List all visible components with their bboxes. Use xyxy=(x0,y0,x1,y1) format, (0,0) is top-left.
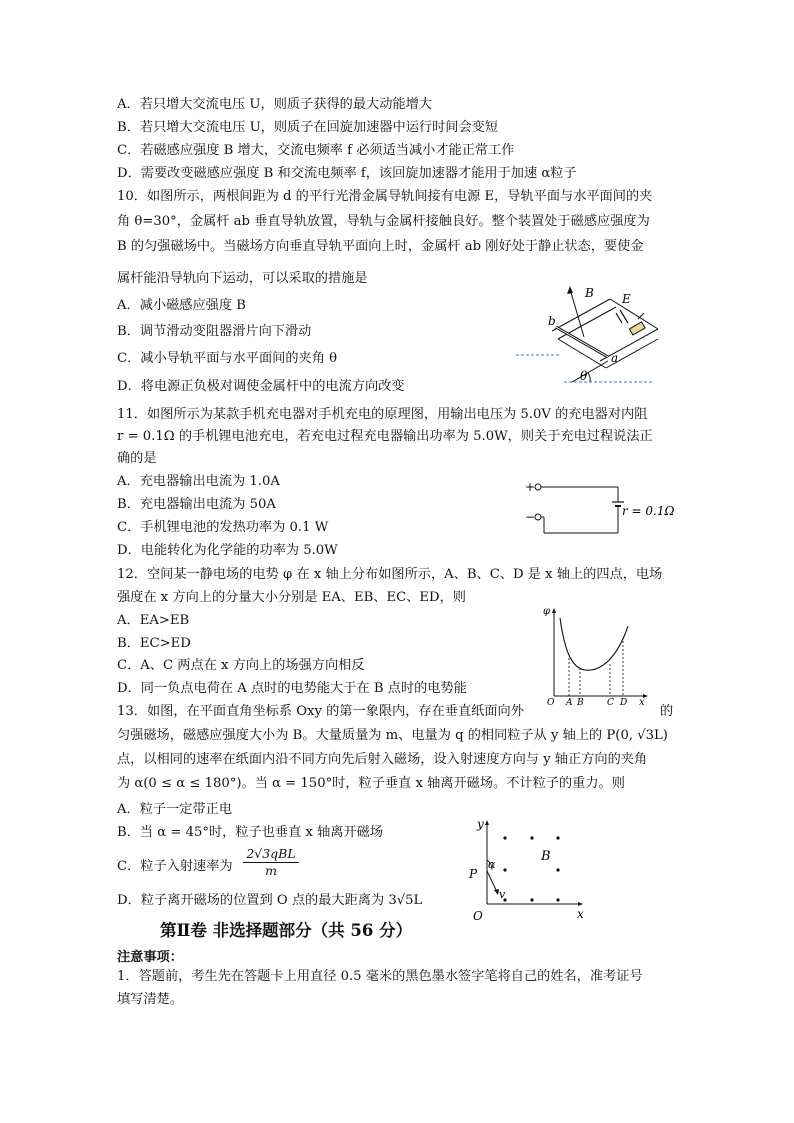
q13-option-d: D．粒子离开磁场的位置到 O 点的最大距离为 3√5L xyxy=(117,893,423,908)
q13-label-x: x xyxy=(577,907,584,921)
q13-fraction-numerator: 2√3qBL xyxy=(243,846,299,863)
q10-figure-rails xyxy=(512,285,662,385)
q13-option-b: B．当 α = 45°时，粒子也垂直 x 轴离开磁场 xyxy=(117,825,384,840)
q12-label-d: D xyxy=(620,698,628,708)
q13-stem-line: 点，以相同的速率在纸面内沿不同方向先后射入磁场，设入射速度方向与 y 轴正方向的夹角 xyxy=(117,752,648,767)
q13-label-b: B xyxy=(541,849,551,864)
q11-stem-line: 确的是 xyxy=(117,451,157,466)
q11-option-a: A．充电器输出电流为 1.0A xyxy=(117,474,280,489)
q9-option-a: A．若只增大交流电压 U，则质子获得的最大动能增大 xyxy=(117,97,432,112)
q10-option-a: A．减小磁感应强度 B xyxy=(117,298,246,313)
q11-option-c: C．手机锂电池的发热功率为 0.1 W xyxy=(117,520,329,535)
q11-option-d: D．电能转化为化学能的功率为 5.0W xyxy=(117,543,338,558)
q9-option-d: D．需要改变磁感应强度 B 和交流电频率 f，该回旋加速器才能用于加速 α粒子 xyxy=(117,166,577,181)
q11-option-b: B．充电器输出电流为 50A xyxy=(117,497,276,512)
q13-label-o: O xyxy=(473,909,483,923)
q13-option-c: C．粒子入射速率为 xyxy=(117,859,233,874)
q13-stem-line-tail: 的 xyxy=(660,704,674,719)
q13-label-p: P xyxy=(469,867,478,881)
q12-label-phi: φ xyxy=(543,606,551,617)
q13-label-alpha: α xyxy=(488,858,496,871)
q12-stem-line: 12．空间某一静电场的电势 φ 在 x 轴上分布如图所示，A、B、C、D 是 x 轴上的四点，电场 xyxy=(117,567,663,582)
notice-line: 1．答题前，考生先在答题卡上用直径 0.5 毫米的黑色墨水签字笔将自己的姓名，准考证号 xyxy=(117,969,643,984)
q10-option-c: C．减小导轨平面与水平面间的夹角 θ xyxy=(117,351,338,366)
q11-stem-line: r = 0.1Ω 的手机锂电池充电，若充电过程充电器输出功率为 5.0W，则关于充电过程说法正 xyxy=(117,429,653,444)
q12-label-a: A xyxy=(566,698,573,708)
q10-stem-line: 10．如图所示，两根间距为 d 的平行光滑金属导轨间接有电源 E，导轨平面与水平面间的夹 xyxy=(117,189,653,204)
q10-label-b-field: B xyxy=(585,286,594,300)
q12-option-c: C．A、C 两点在 x 方向上的场强方向相反 xyxy=(117,658,365,673)
q11-label-plus: + xyxy=(525,480,536,494)
q10-stem-line: 属杆能沿导轨向下运动，可以采取的措施是 xyxy=(117,271,368,286)
section-2-title: 第Ⅱ卷 非选择题部分（共 56 分） xyxy=(160,921,413,940)
q12-figure-potential xyxy=(540,606,650,706)
q10-option-d: D．将电源正负极对调使金属杆中的电流方向改变 xyxy=(117,379,405,394)
q10-label-e: E xyxy=(622,292,631,306)
q13-stem-line: 为 α(0 ≤ α ≤ 180°)。当 α = 150°时，粒子垂直 x 轴离开磁场。不计粒子的重力。则 xyxy=(117,776,625,791)
q13-stem-line: 匀强磁场，磁感应强度大小为 B。大量质量为 m、电量为 q 的相同粒子从 y 轴上的 P(0, √3L) xyxy=(117,728,668,743)
q9-option-c: C．若磁感应强度 B 增大，交流电频率 f 必须适当减小才能正常工作 xyxy=(117,143,515,158)
q12-stem-line: 强度在 x 方向上的分量大小分别是 EA、EB、EC、ED，则 xyxy=(117,590,466,605)
q11-label-minus: − xyxy=(525,510,536,524)
q10-stem-line: B 的匀强磁场中。当磁场方向垂直导轨平面向上时，金属杆 ab 刚好处于静止状态，要使金 xyxy=(117,239,644,254)
q13-option-c-fraction xyxy=(243,846,299,879)
q9-option-b: B．若只增大交流电压 U，则质子在回旋加速器中运行时间会变短 xyxy=(117,120,499,135)
q13-fraction-denominator: m xyxy=(265,863,277,878)
q10-label-a-end: a xyxy=(611,351,619,365)
q12-option-d: D．同一负点电荷在 A 点时的电势能大于在 B 点时的电势能 xyxy=(117,681,467,696)
notice-title: 注意事项： xyxy=(117,950,183,965)
notice-line: 填写清楚。 xyxy=(117,992,183,1007)
q11-stem-line: 11．如图所示为某款手机充电器对手机充电的原理图，用输出电压为 5.0V 的充电器对内阻 xyxy=(117,407,648,422)
q12-label-o: O xyxy=(547,698,555,708)
q12-label-b: B xyxy=(577,698,584,708)
q11-label-r: r = 0.1Ω xyxy=(622,504,675,518)
q13-option-a: A．粒子一定带正电 xyxy=(117,802,233,817)
q13-stem-line: 13．如图，在平面直角坐标系 Oxy 的第一象限内，存在垂直纸面向外 xyxy=(117,704,524,719)
q12-label-x: x xyxy=(639,697,645,708)
q10-label-theta: θ xyxy=(580,369,588,383)
q12-option-b: B．EC>ED xyxy=(117,636,191,651)
q12-option-a: A．EA>EB xyxy=(117,613,190,628)
q11-figure-circuit xyxy=(520,472,680,542)
q10-option-b: B．调节滑动变阻器滑片向下滑动 xyxy=(117,324,312,339)
q13-figure-field xyxy=(465,816,590,926)
q12-label-c: C xyxy=(607,698,614,708)
q13-label-y: y xyxy=(477,817,484,831)
q13-label-v: v xyxy=(499,888,506,901)
q10-label-b-end: b xyxy=(548,314,556,328)
q10-stem-line: 角 θ=30°，金属杆 ab 垂直导轨放置，导轨与金属杆接触良好。整个装置处于磁感应强度为 xyxy=(117,214,650,229)
